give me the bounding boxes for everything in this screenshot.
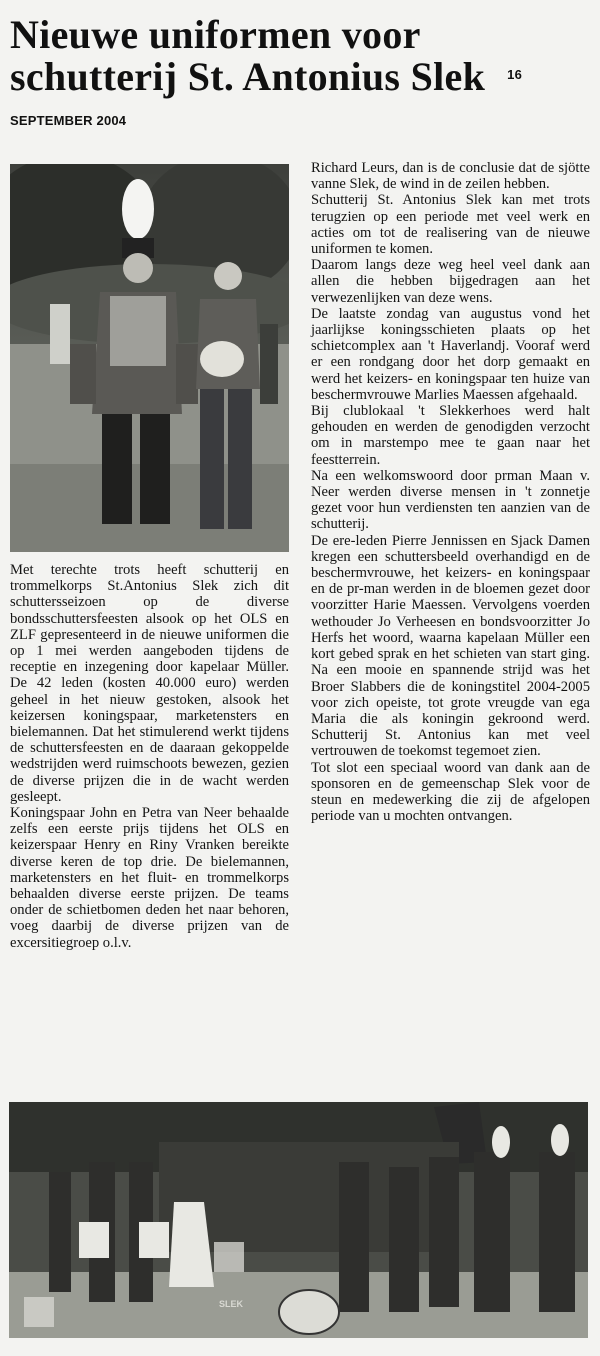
paragraph: Tot slot een speciaal woord van dank aan de sponsoren en de gemeenschap Slek voor de steun en medewerking die zij de afgelopen periode van u mochten ontvangen.: [311, 759, 590, 825]
paragraph: Daarom langs deze weg heel veel dank aan allen die hebben bijgedragen aan het verwezenlijken van deze wens.: [311, 257, 590, 306]
paragraph: Koningspaar John en Petra van Neer behaalde zelfs een eerste prijs tijdens het OLS en keizerspaar Henry en Riny Vranken bereikte diverse keren de top drie. De bielemannen, marketensters en het fluit- en trommelkorps behaalden diverse eerste prijzen. De teams onder de schietbomen deden het naar behoren, voeg daarbij de diverse prijzen van de excersitiegroep o.l.v.: [10, 805, 289, 951]
paragraph: Schutterij St. Antonius Slek kan met trots terugzien op een periode met veel werk en acties om tot de realisering van de nieuwe uniformen te komen.: [311, 192, 590, 258]
drum-lettering: SLEK: [219, 1299, 244, 1309]
paragraph: Met terechte trots heeft schutterij en trommelkorps St.Antonius Slek zich dit schuttersseizoen op de diverse bondsschuttersfeesten alsook op het OLS en ZLF gepresenteerd in de nieuwe uniformen die op 1 mei werden aangeboden tijdens de receptie en inzegening door kapelaar Müller. De 42 leden (kosten 40.000 euro) werden geheel in het nieuw gestoken, alsook het keizersen koningspaar, marketensters en bielemannen. Dat het stimulerend werkt tijdens de schuttersfeesten en de daaraan gekoppelde wedstrijden werd ruimschoots bewezen, gezien de diverse prijzen die in de wacht werden gesleept.: [10, 562, 289, 805]
photo-schutter-and-woman: [10, 164, 289, 552]
column-right: [311, 160, 590, 824]
paragraph: Richard Leurs, dan is de conclusie dat de sjötte vanne Slek, de wind in de zeilen hebben.: [311, 160, 590, 193]
photo-bottom-illustration: [9, 1102, 588, 1338]
photo-top-illustration: [10, 164, 289, 552]
headline-text: Nieuwe uniformen voor schutterij St. Antonius Slek: [10, 12, 486, 99]
paragraph: Bij clublokaal 't Slekkerhoes werd halt gehouden en werden de genodigden verzocht om in marstempo mee te gaan naar het feestterrein.: [311, 403, 590, 468]
paragraph: De ere-leden Pierre Jennissen en Sjack Damen kregen een schuttersbeeld overhandigd en de beschermvrouwe, het keizers- en koningspaar en de pr-man werden in de bloemen gezet door voorzitter Harie Maessen. Vervolgens voerden wethouder Jo Verheesen en bondsvoorzitter Jo Herfs het woord, waarna kapelaan Müller een kort gebed sprak en het schieten van start ging. Na een mooie en spannende strijd was het Broer Slabbers die de koningstitel 2004-2005 voor zich opeiste, tot grote vreugde van ega Maria die als koningin gekroond werd. Schutterij St. Antonius kan met veel vertrouwen de toekomst tegemoet zien.: [311, 532, 590, 760]
paragraph: Na een welkomswoord door prman Maan v. Neer werden diverse mensen in 't zonnetje gezet voor hun verdiensten ten aanzien van de schutterij.: [311, 467, 590, 533]
paragraph: De laatste zondag van augustus vond het jaarlijkse koningsschieten plaats op het schietcomplex aan 't Haverlandj. Vooraf werd er een rondgang door het dorp gemaakt en werd het keizers- en koningspaar ten huize van beschermvrouwe Marlies Maessen afgehaald.: [311, 305, 590, 403]
article-headline: [10, 14, 590, 148]
photo-group: [9, 1102, 588, 1338]
article-date: 16 SEPTEMBER 2004: [10, 66, 523, 128]
column-left: [10, 562, 289, 951]
